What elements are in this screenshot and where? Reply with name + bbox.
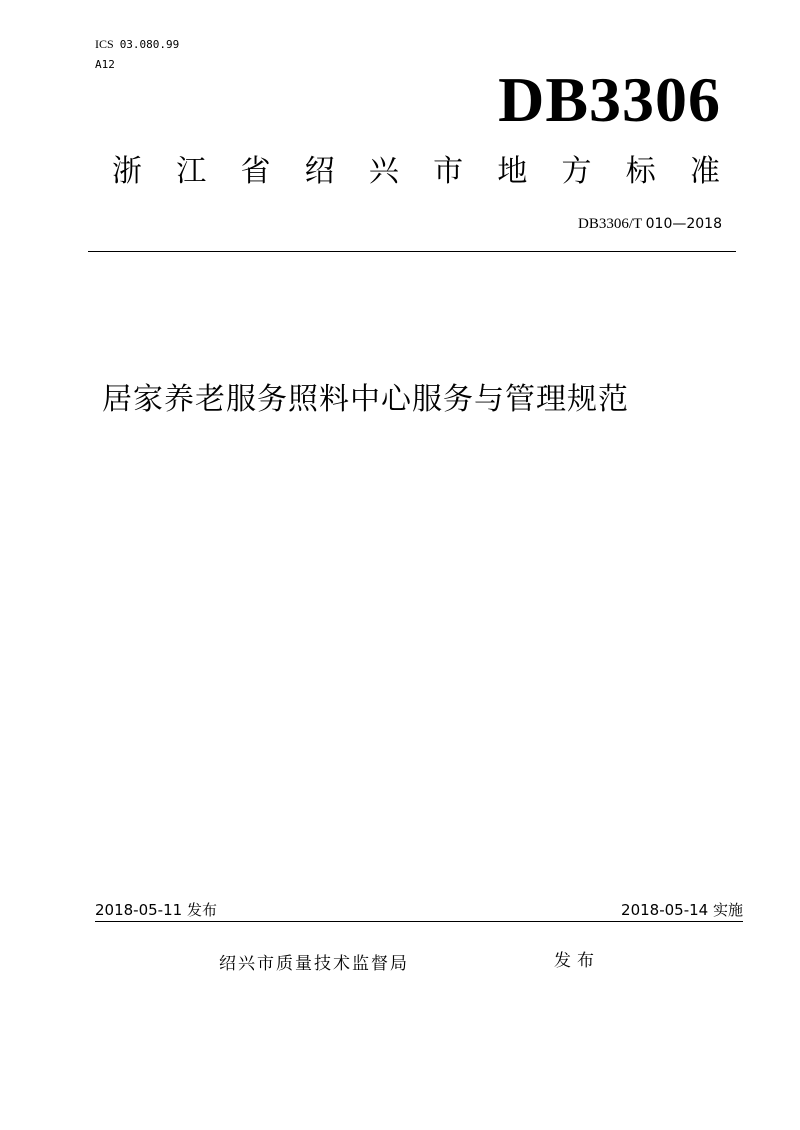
standard-type-char: 标 <box>625 154 656 189</box>
standard-type-char: 江 <box>176 154 207 189</box>
issuing-authority: 绍兴市质量技术监督局 <box>219 954 409 974</box>
standard-type-char: 绍 <box>304 154 335 189</box>
standard-type-char: 地 <box>497 154 528 189</box>
issue-label: 发布 <box>554 951 600 971</box>
document-title: 居家养老服务照料中心服务与管理规范 <box>102 382 629 417</box>
ics-line <box>95 36 179 53</box>
standard-type-char: 省 <box>240 154 271 189</box>
footer-divider <box>95 921 743 922</box>
standard-type-char: 市 <box>433 154 464 189</box>
standard-type-char: 浙 <box>112 154 142 189</box>
standard-type-heading <box>112 152 720 192</box>
standard-number-suffix: 010—2018 <box>645 216 722 232</box>
standard-type-char: 方 <box>561 154 592 189</box>
standard-type-char: 兴 <box>368 154 399 189</box>
standard-type-char: 准 <box>689 154 720 189</box>
ics-code: 03.080.99 <box>119 38 180 51</box>
ics-label: ICS <box>95 37 114 51</box>
standard-code-heading: DB3306 <box>498 64 721 135</box>
effective-date: 2018-05-14 实施 <box>621 901 743 919</box>
standard-number <box>578 214 722 234</box>
date-row <box>95 900 743 922</box>
standard-number-prefix: DB3306/T <box>577 216 642 232</box>
ccs-code: A12 <box>95 58 115 71</box>
header-divider <box>88 251 736 252</box>
publish-date: 2018-05-11 发布 <box>95 901 217 919</box>
